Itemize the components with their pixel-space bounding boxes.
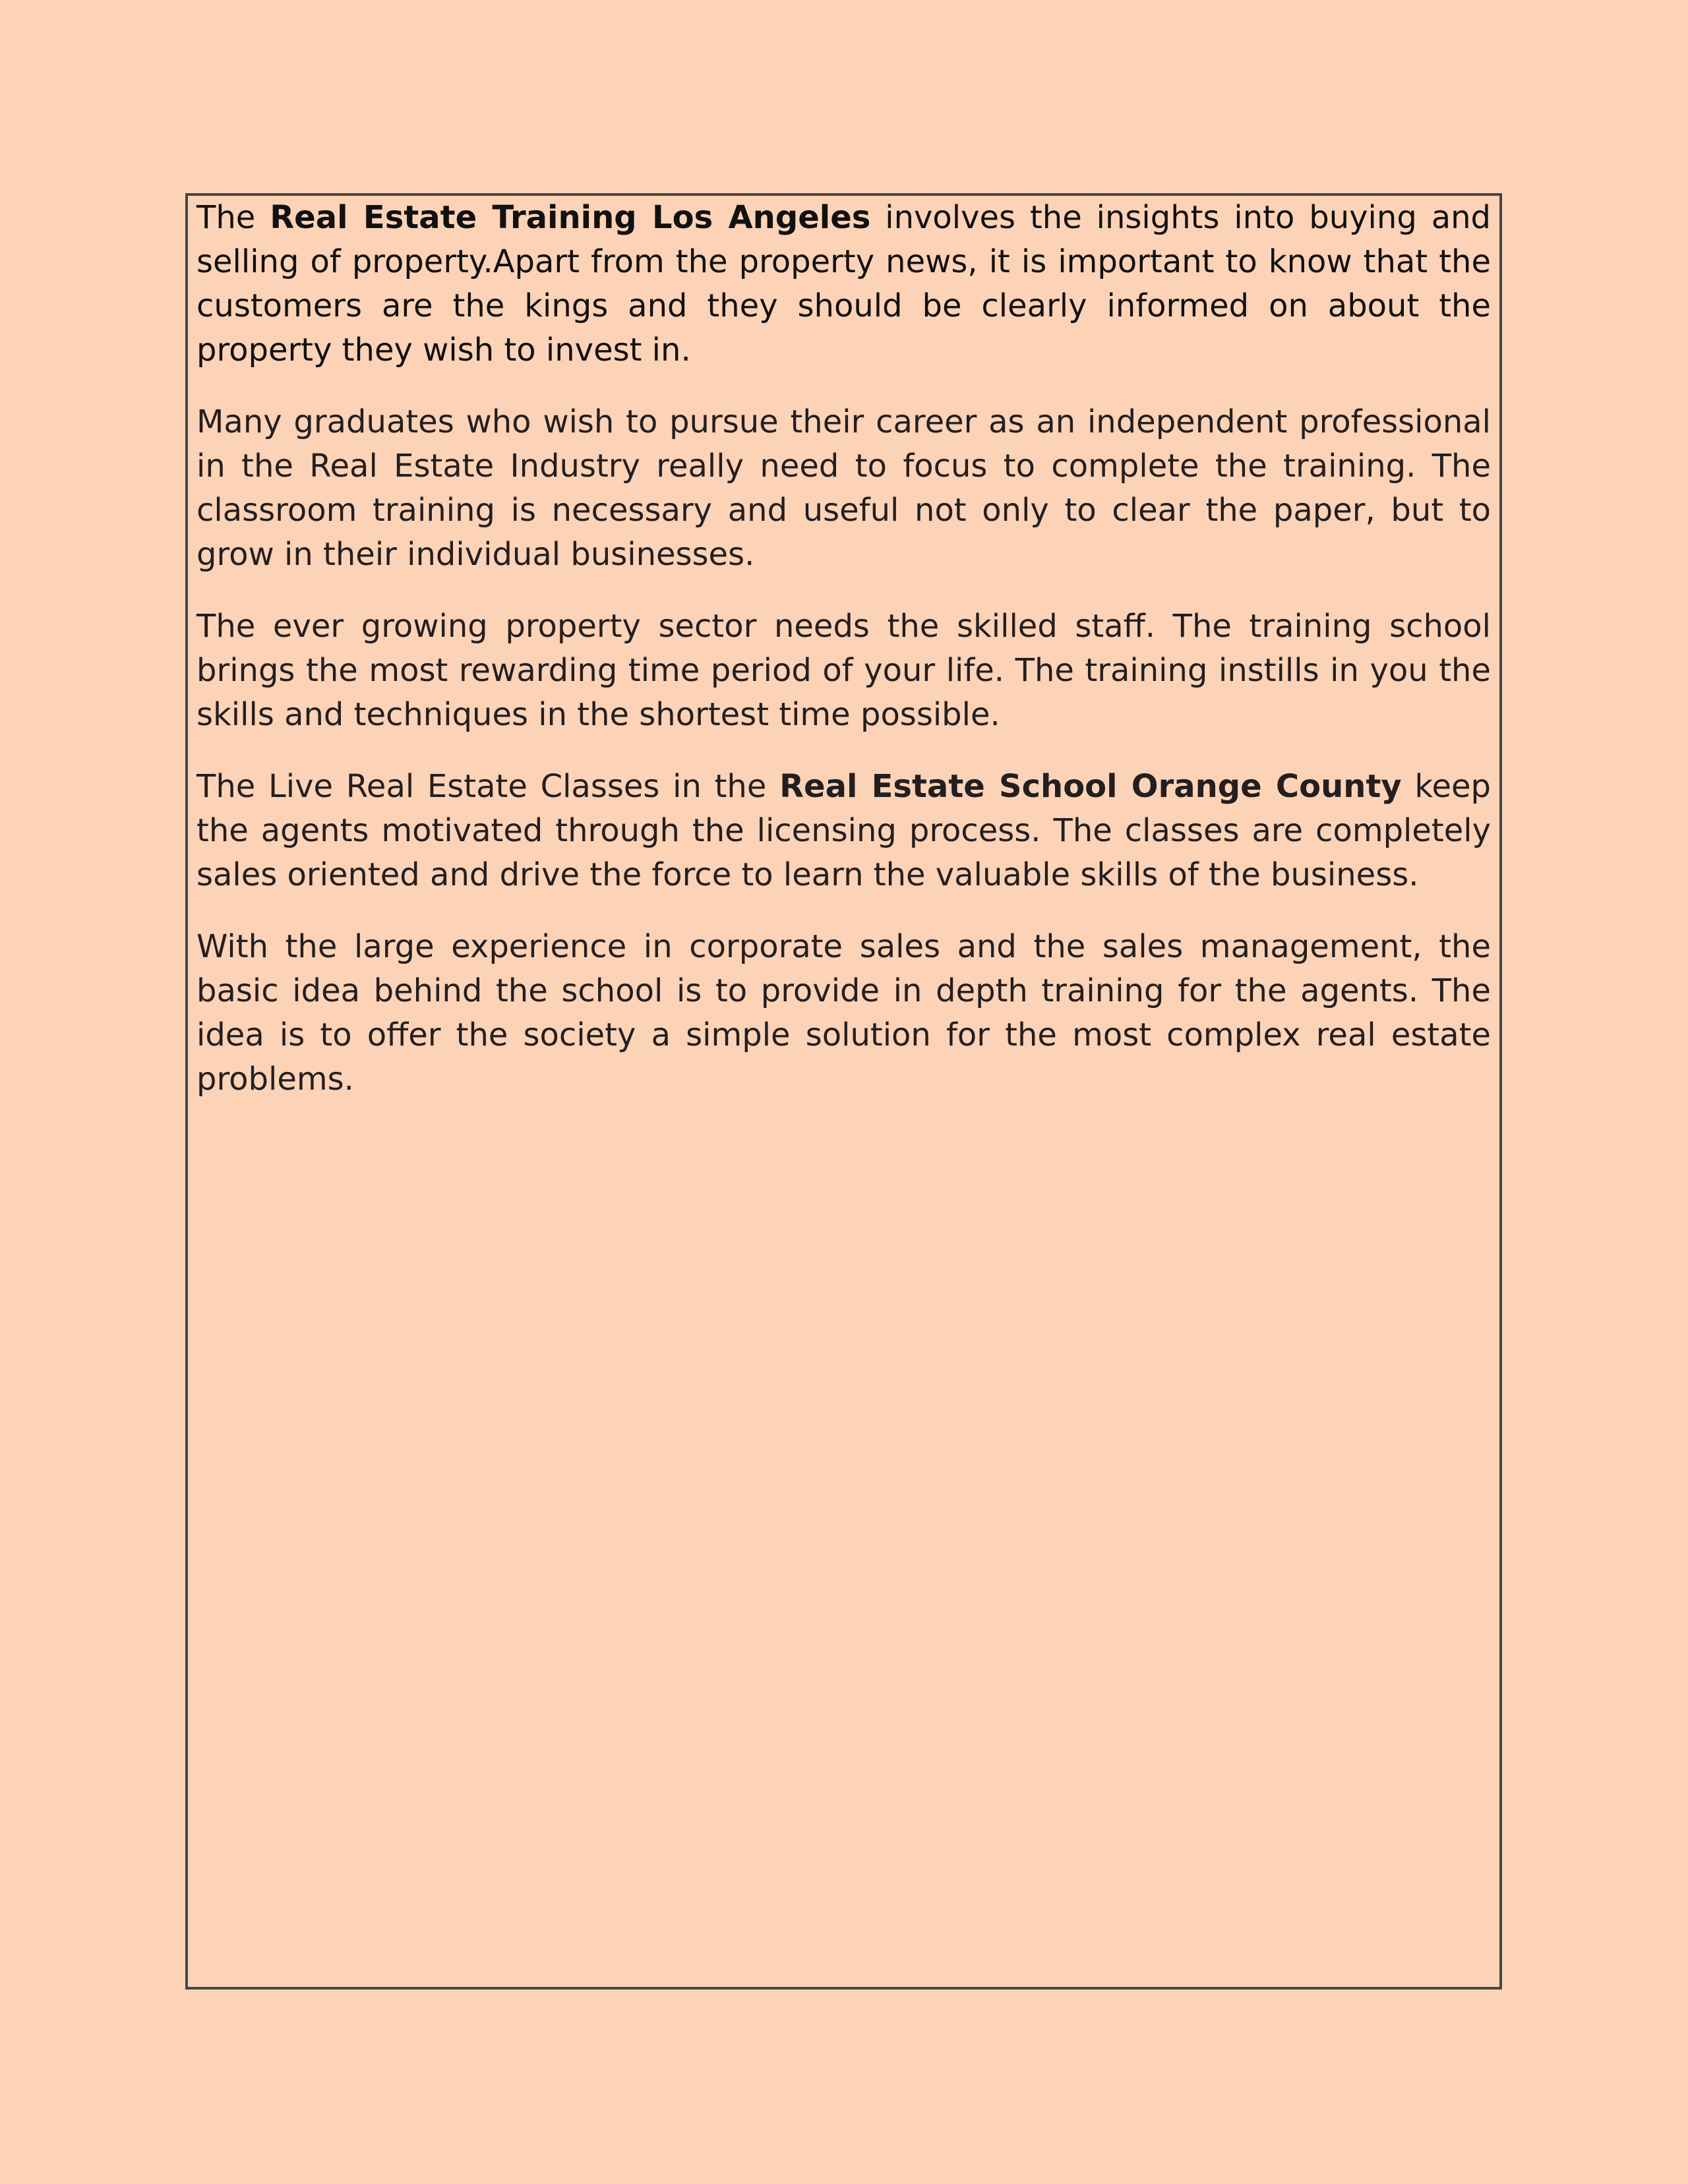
paragraph-experience: With the large experience in corporate sales and the sales management, the basic idea behind the school is to provide in depth training for the agents. The idea is to offer the society a simple solution for the most complex real estate problems. (196, 928, 1491, 1098)
training-los-angeles-keyword: Real Estate Training Los Angeles (270, 199, 871, 236)
paragraph-graduates: Many graduates who wish to pursue their career as an independent professional in the Real Estate Industry really need to focus to complete the training. The classroom training is necessary and useful not only to clear the paper, but to grow in their individual businesses. (196, 403, 1491, 573)
article-text-box (185, 193, 1502, 1990)
paragraph-property-sector: The ever growing property sector needs the skilled staff. The training school brings the most rewarding time period of your life. The training instills in you the skills and techniques in the shortest time possible. (196, 608, 1491, 733)
intro-lead: The (196, 199, 270, 236)
intro-body: involves the insights into buying and selling of property.Apart from the property news, it is important to know that the customers are the kings and they should be clearly informed on about the property they wish to invest in. (196, 199, 1492, 369)
paragraph-live-classes (196, 765, 1491, 897)
live-classes-body: keep the agents motivated through the licensing process. The classes are completely sales oriented and drive the force to learn the valuable skills of the business. (196, 768, 1492, 893)
live-classes-lead: The Live Real Estate Classes in the (196, 768, 780, 805)
school-orange-county-keyword: Real Estate School Orange County (779, 768, 1402, 805)
paragraph-intro (196, 196, 1491, 372)
